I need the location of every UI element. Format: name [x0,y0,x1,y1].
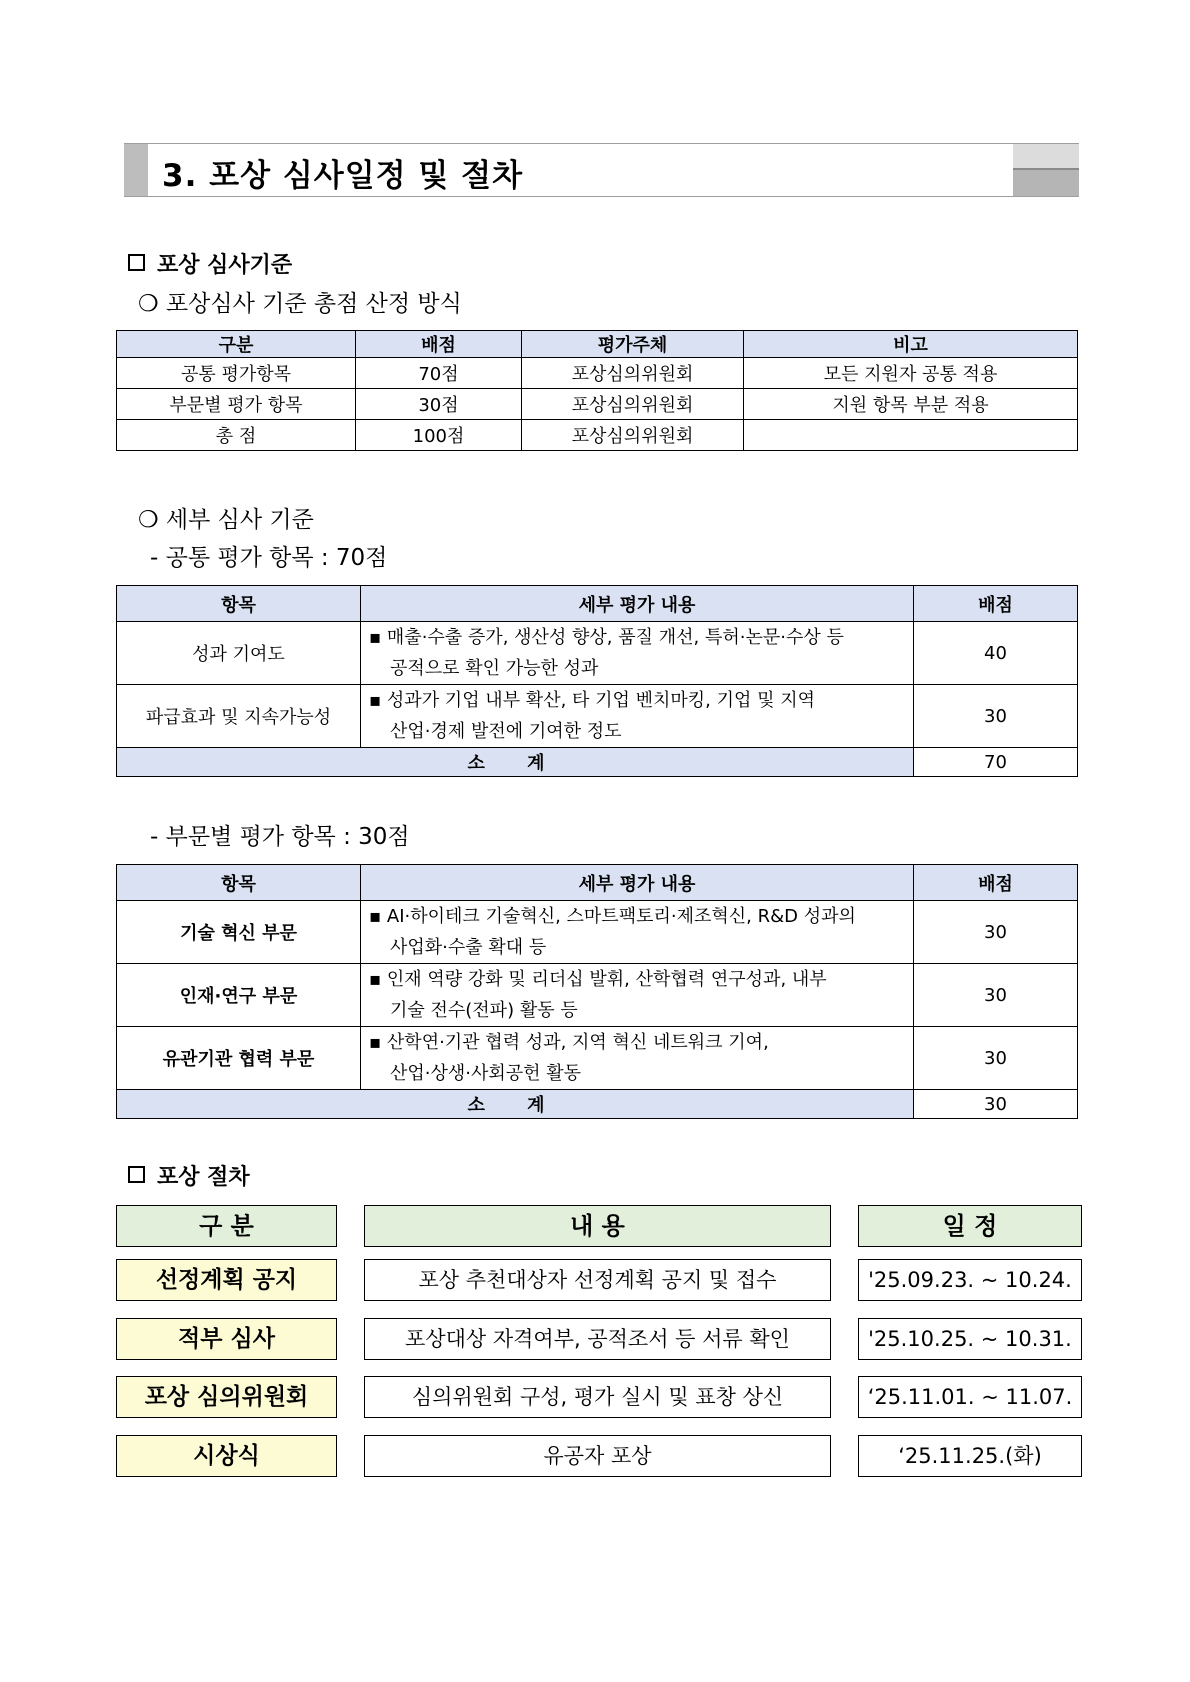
table-cell: 공통 평가항목 [117,358,356,389]
criteria-heading: 포상 심사기준 [128,248,292,279]
detail-cell: ▪ 산학연·기관 협력 성과, 지역 혁신 네트워크 기여, 산업·상생·사회공헌 활동 [361,1027,914,1090]
procedure-step-date: ‘25.11.25.(화) [858,1435,1082,1477]
detail-cell: ▪ 매출·수출 증가, 생산성 향상, 품질 개선, 특허·논문·수상 등 공적으로 확인 가능한 성과 [361,622,914,685]
procedure-step-content: 심의위원회 구성, 평가 실시 및 표창 상신 [364,1376,831,1418]
table-row [117,420,1078,451]
item-cell: 기술 혁신 부문 [117,901,361,964]
column-header: 배점 [356,331,522,358]
procedure-header-schedule: 일 정 [858,1205,1082,1247]
score-cell: 30 [914,964,1078,1027]
score-cell: 30 [914,901,1078,964]
total-score-table [116,330,1078,451]
procedure-step-name: 시상식 [116,1435,337,1477]
subtotal-value: 70 [914,748,1078,777]
column-header: 구분 [117,331,356,358]
column-header: 평가주체 [522,331,744,358]
score-cell: 30 [914,685,1078,748]
table-row [117,901,1078,964]
table-cell: 70점 [356,358,522,389]
procedure-step-content: 유공자 포상 [364,1435,831,1477]
procedure-step-date: ‘25.11.01. ~ 11.07. [858,1376,1082,1418]
table-cell: 100점 [356,420,522,451]
table-cell: 30점 [356,389,522,420]
procedure-step-name: 적부 심사 [116,1318,337,1360]
subtotal-row [117,1090,1078,1119]
procedure-heading: 포상 절차 [128,1160,250,1191]
column-header: 배점 [914,586,1078,622]
procedure-header-category: 구 분 [116,1205,337,1247]
page-title: 3. 포상 심사일정 및 절차 [162,158,524,194]
procedure-step-name: 포상 심의위원회 [116,1376,337,1418]
table-cell: 모든 지원자 공통 적용 [744,358,1078,389]
procedure-step-date: '25.10.25. ~ 10.31. [858,1318,1082,1360]
procedure-step-name: 선정계획 공지 [116,1259,337,1301]
section-title-bar [124,143,1079,197]
subtotal-row [117,748,1078,777]
detail-cell: ▪ 인재 역량 강화 및 리더십 발휘, 산학협력 연구성과, 내부 기술 전수(전파) 활동 등 [361,964,914,1027]
table-cell: 부문별 평가 항목 [117,389,356,420]
score-cell: 30 [914,1027,1078,1090]
procedure-step-date: '25.09.23. ~ 10.24. [858,1259,1082,1301]
table-row [117,964,1078,1027]
table-cell: 포상심의위원회 [522,358,744,389]
procedure-step-content: 포상 추천대상자 선정계획 공지 및 접수 [364,1259,831,1301]
title-left-block [124,144,148,196]
column-header: 세부 평가 내용 [361,586,914,622]
column-header: 배점 [914,865,1078,901]
item-cell: 파급효과 및 지속가능성 [117,685,361,748]
sector-criteria-table [116,864,1078,1119]
item-cell: 인재·연구 부문 [117,964,361,1027]
table-cell: 포상심의위원회 [522,420,744,451]
common-items-label: - 공통 평가 항목 : 70점 [150,545,388,571]
procedure-step-content: 포상대상 자격여부, 공적조서 등 서류 확인 [364,1318,831,1360]
square-bullet-icon [128,254,145,271]
total-subheading: ❍ 포상심사 기준 총점 산정 방식 [138,291,462,317]
table-cell: 총 점 [117,420,356,451]
detail-cell: ▪ 성과가 기업 내부 확산, 타 기업 벤치마킹, 기업 및 지역 산업·경제 발전에 기여한 정도 [361,685,914,748]
subtotal-label: 소 계 [117,748,914,777]
table-row [117,358,1078,389]
detail-subheading: ❍ 세부 심사 기준 [138,507,314,533]
subtotal-label: 소 계 [117,1090,914,1119]
column-header: 항목 [117,865,361,901]
table-row [117,1027,1078,1090]
table-row [117,622,1078,685]
table-cell: 포상심의위원회 [522,389,744,420]
column-header: 항목 [117,586,361,622]
detail-cell: ▪ AI·하이테크 기술혁신, 스마트팩토리·제조혁신, R&D 성과의 사업화·수출 확대 등 [361,901,914,964]
column-header: 세부 평가 내용 [361,865,914,901]
title-right-block-lower [1013,170,1079,196]
table-row [117,685,1078,748]
item-cell: 유관기관 협력 부문 [117,1027,361,1090]
table-row [117,389,1078,420]
sector-items-label: - 부문별 평가 항목 : 30점 [150,824,410,850]
title-right-block [1013,144,1079,170]
score-cell: 40 [914,622,1078,685]
item-cell: 성과 기여도 [117,622,361,685]
table-cell: 지원 항목 부분 적용 [744,389,1078,420]
table-cell [744,420,1078,451]
column-header: 비고 [744,331,1078,358]
square-bullet-icon [128,1166,145,1183]
procedure-header-content: 내 용 [364,1205,831,1247]
subtotal-value: 30 [914,1090,1078,1119]
common-criteria-table [116,585,1078,777]
